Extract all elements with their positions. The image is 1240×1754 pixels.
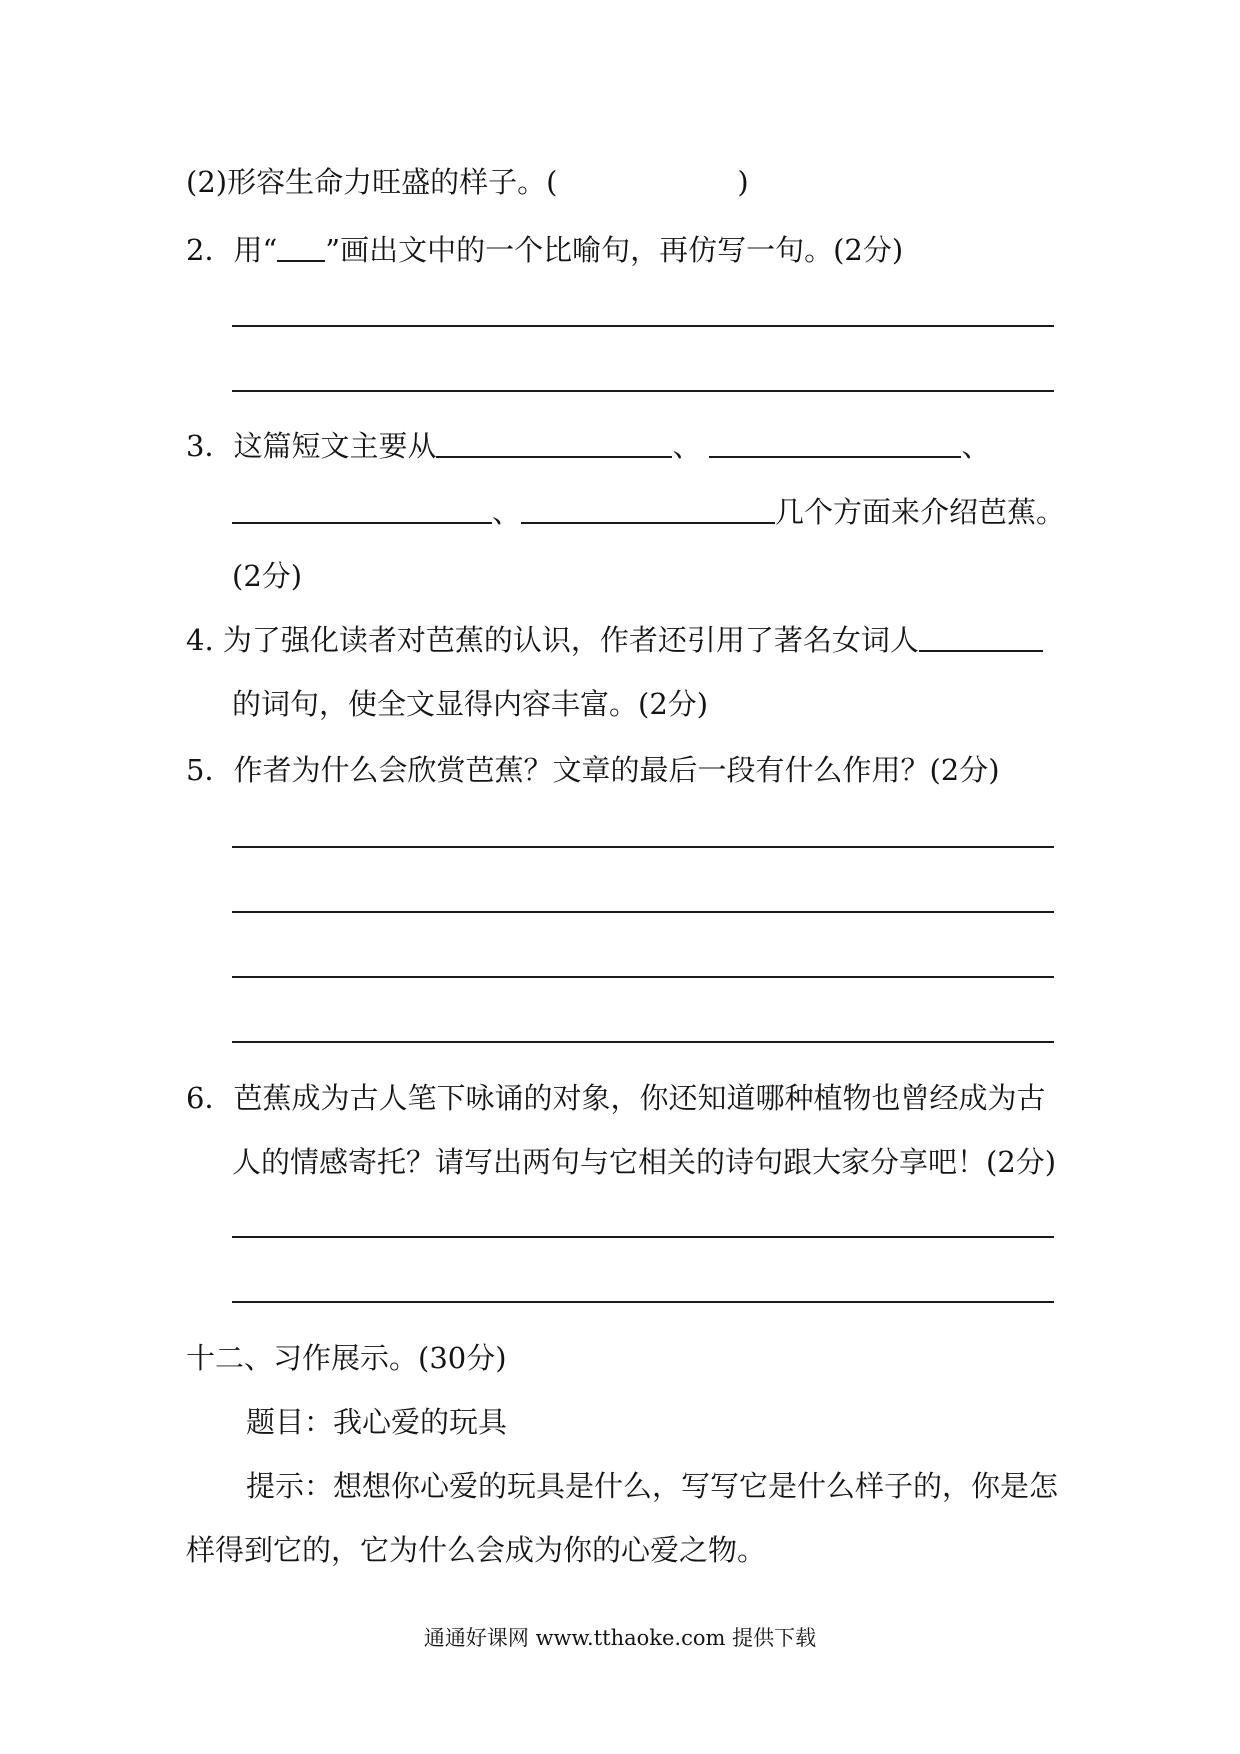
answer-line[interactable] <box>232 390 1054 392</box>
question-5: 5．作者为什么会欣赏芭蕉？文章的最后一段有什么作用？(2分) <box>186 753 1000 787</box>
question-1-part-2: (2)形容生命力旺盛的样子。( ) <box>186 165 749 199</box>
answer-blank[interactable] <box>436 430 672 458</box>
answer-blank[interactable] <box>232 496 492 524</box>
question-6-line-2: 人的情感寄托？请写出两句与它相关的诗句跟大家分享吧！(2分) <box>232 1145 1057 1179</box>
answer-line[interactable] <box>232 976 1054 978</box>
answer-line[interactable] <box>232 911 1054 913</box>
underline-sample <box>277 234 325 262</box>
question-4-line-2: 的词句，使全文显得内容丰富。(2分) <box>232 687 709 721</box>
answer-line[interactable] <box>232 846 1054 848</box>
answer-line[interactable] <box>232 1041 1054 1043</box>
section-12-heading: 十二、习作展示。(30分) <box>186 1341 507 1375</box>
answer-line[interactable] <box>232 1236 1054 1238</box>
answer-blank[interactable] <box>709 430 961 458</box>
answer-line[interactable] <box>232 1301 1054 1303</box>
page-footer: 通通好课网 www.tthaoke.com 提供下载 <box>423 1626 817 1650</box>
question-2: 2．用“ ”画出文中的一个比喻句，再仿写一句。(2分) <box>186 233 904 267</box>
question-3-line-1: 3．这篇短文主要从 、 、 <box>186 429 991 463</box>
answer-blank[interactable] <box>919 624 1043 652</box>
composition-hint-line-2: 样得到它的，它为什么会成为你的心爱之物。 <box>186 1533 767 1567</box>
composition-topic: 题目：我心爱的玩具 <box>246 1405 508 1439</box>
question-3-line-2: 、 几个方面来介绍芭蕉。 <box>232 494 1065 530</box>
answer-blank[interactable] <box>521 496 775 524</box>
answer-line[interactable] <box>232 325 1054 327</box>
question-6-line-1: 6．芭蕉成为古人笔下咏诵的对象，你还知道哪种植物也曾经成为古 <box>186 1081 1046 1115</box>
composition-hint-line-1: 提示：想想你心爱的玩具是什么，写写它是什么样子的，你是怎 <box>246 1469 1059 1503</box>
question-3-score: (2分) <box>232 559 303 593</box>
question-4-line-1: 4. 为了强化读者对芭蕉的认识，作者还引用了著名女词人 <box>186 622 1043 658</box>
